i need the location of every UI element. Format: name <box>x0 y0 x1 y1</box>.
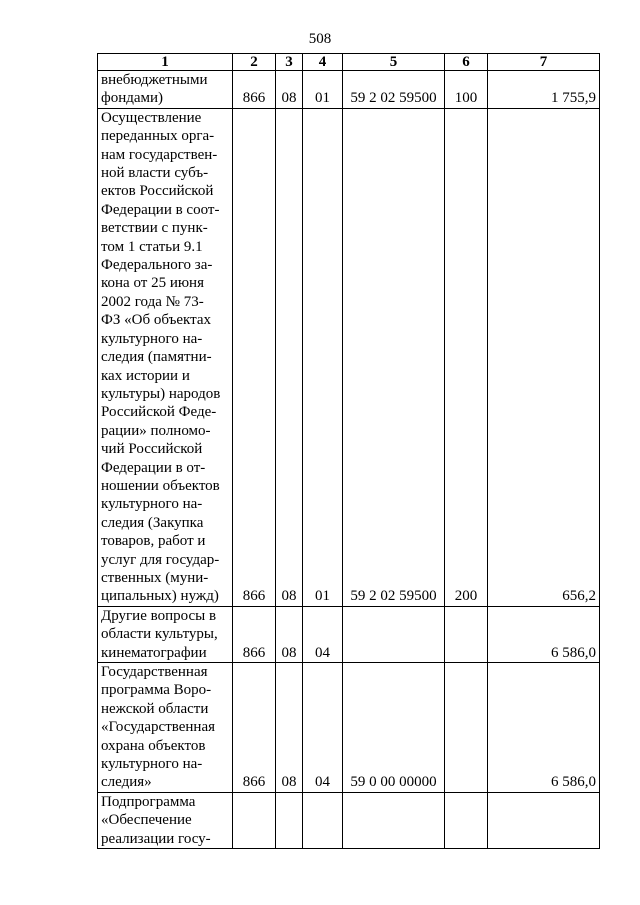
cell-name-line: ектов Российской <box>101 183 214 200</box>
page-number: 508 <box>308 31 332 47</box>
cell-subsection: 04 <box>303 606 343 662</box>
header-col-7: 7 <box>488 54 600 71</box>
cell-section: 08 <box>276 606 303 662</box>
cell-name-line: программа Воро- <box>101 682 212 699</box>
cell-name-line: кинематографии <box>101 644 207 661</box>
cell-ved: 866 <box>233 606 276 662</box>
cell-name-line: фондами) <box>101 90 164 107</box>
cell-name-line: Подпрограмма <box>101 793 196 810</box>
cell-name <box>98 71 233 109</box>
cell-name-line: ках истории и <box>101 367 190 384</box>
cell-expense-type <box>445 663 488 793</box>
cell-name-line: ственных (муни- <box>101 569 209 586</box>
header-col-5: 5 <box>343 54 445 71</box>
cell-ved <box>233 792 276 848</box>
cell-name-line: ФЗ «Об объектах <box>101 312 211 329</box>
cell-name-line: культурного на- <box>101 756 203 773</box>
cell-name-line: области культуры, <box>101 626 218 643</box>
cell-name <box>98 108 233 606</box>
cell-target-article: 59 2 02 59500 <box>343 108 445 606</box>
cell-name-line: следия (памятни- <box>101 349 212 366</box>
cell-name-line: кона от 25 июня <box>101 275 204 292</box>
cell-name-line: нежской области <box>101 700 209 717</box>
cell-name <box>98 606 233 662</box>
table-row <box>98 71 600 109</box>
budget-table <box>97 53 600 849</box>
table-row <box>98 108 600 606</box>
table-row <box>98 792 600 848</box>
cell-name-line: Осуществление <box>101 109 202 126</box>
cell-name-line: охрана объектов <box>101 737 206 754</box>
cell-name-line: Другие вопросы в <box>101 607 217 624</box>
cell-name-line: следия» <box>101 774 152 791</box>
cell-name-line: ветствии с пунк- <box>101 220 208 237</box>
cell-name-line: рации» полномо- <box>101 422 211 439</box>
cell-subsection: 04 <box>303 663 343 793</box>
cell-name-line: 2002 года № 73- <box>101 293 204 310</box>
table-header-row <box>98 54 600 71</box>
cell-target-article <box>343 606 445 662</box>
header-col-2: 2 <box>233 54 276 71</box>
cell-ved: 866 <box>233 108 276 606</box>
cell-section: 08 <box>276 663 303 793</box>
cell-target-article: 59 0 00 00000 <box>343 663 445 793</box>
cell-name-line: переданных орга- <box>101 128 215 145</box>
cell-name-line: внебюджетными <box>101 72 208 88</box>
cell-name-line: Федерального за- <box>101 257 213 274</box>
cell-name-line: «Обеспечение <box>101 812 192 829</box>
cell-name-line: культурного на- <box>101 496 203 513</box>
cell-name <box>98 792 233 848</box>
cell-name-line: Государственная <box>101 664 208 680</box>
cell-target-article <box>343 792 445 848</box>
cell-subsection: 01 <box>303 108 343 606</box>
cell-ved: 866 <box>233 71 276 109</box>
cell-amount: 6 586,0 <box>488 606 600 662</box>
cell-subsection: 01 <box>303 71 343 109</box>
cell-amount: 656,2 <box>488 108 600 606</box>
cell-name-line: том 1 статьи 9.1 <box>101 238 203 255</box>
header-col-1: 1 <box>98 54 233 71</box>
cell-expense-type <box>445 792 488 848</box>
cell-amount: 1 755,9 <box>488 71 600 109</box>
cell-target-article: 59 2 02 59500 <box>343 71 445 109</box>
cell-name-line: «Государственная <box>101 719 216 736</box>
cell-subsection <box>303 792 343 848</box>
header-col-3: 3 <box>276 54 303 71</box>
cell-ved: 866 <box>233 663 276 793</box>
cell-section <box>276 792 303 848</box>
cell-section: 08 <box>276 71 303 109</box>
cell-name-line: ной власти субъ- <box>101 165 209 182</box>
cell-name-line: ципальных) нужд) <box>101 588 219 605</box>
cell-name-line: Федерации в от- <box>101 459 206 476</box>
cell-name-line: нам государствен- <box>101 146 218 163</box>
cell-name-line: услуг для государ- <box>101 551 220 568</box>
cell-expense-type: 100 <box>445 71 488 109</box>
cell-name-line: следия (Закупка <box>101 514 204 531</box>
cell-name-line: культуры) народов <box>101 385 221 402</box>
table-body <box>98 71 600 849</box>
cell-name-line: чий Российской <box>101 441 203 458</box>
cell-amount: 6 586,0 <box>488 663 600 793</box>
cell-name-line: товаров, работ и <box>101 533 206 550</box>
table-row <box>98 606 600 662</box>
header-col-6: 6 <box>445 54 488 71</box>
cell-name-line: Федерации в соот- <box>101 201 220 218</box>
cell-expense-type: 200 <box>445 108 488 606</box>
cell-name-line: реализации госу- <box>101 830 211 847</box>
cell-amount <box>488 792 600 848</box>
table-row <box>98 663 600 793</box>
cell-name-line: ношении объектов <box>101 477 220 494</box>
cell-name-line: культурного на- <box>101 330 203 347</box>
cell-name <box>98 663 233 793</box>
cell-expense-type <box>445 606 488 662</box>
header-col-4: 4 <box>303 54 343 71</box>
cell-name-line: Российской Феде- <box>101 404 217 421</box>
cell-section: 08 <box>276 108 303 606</box>
